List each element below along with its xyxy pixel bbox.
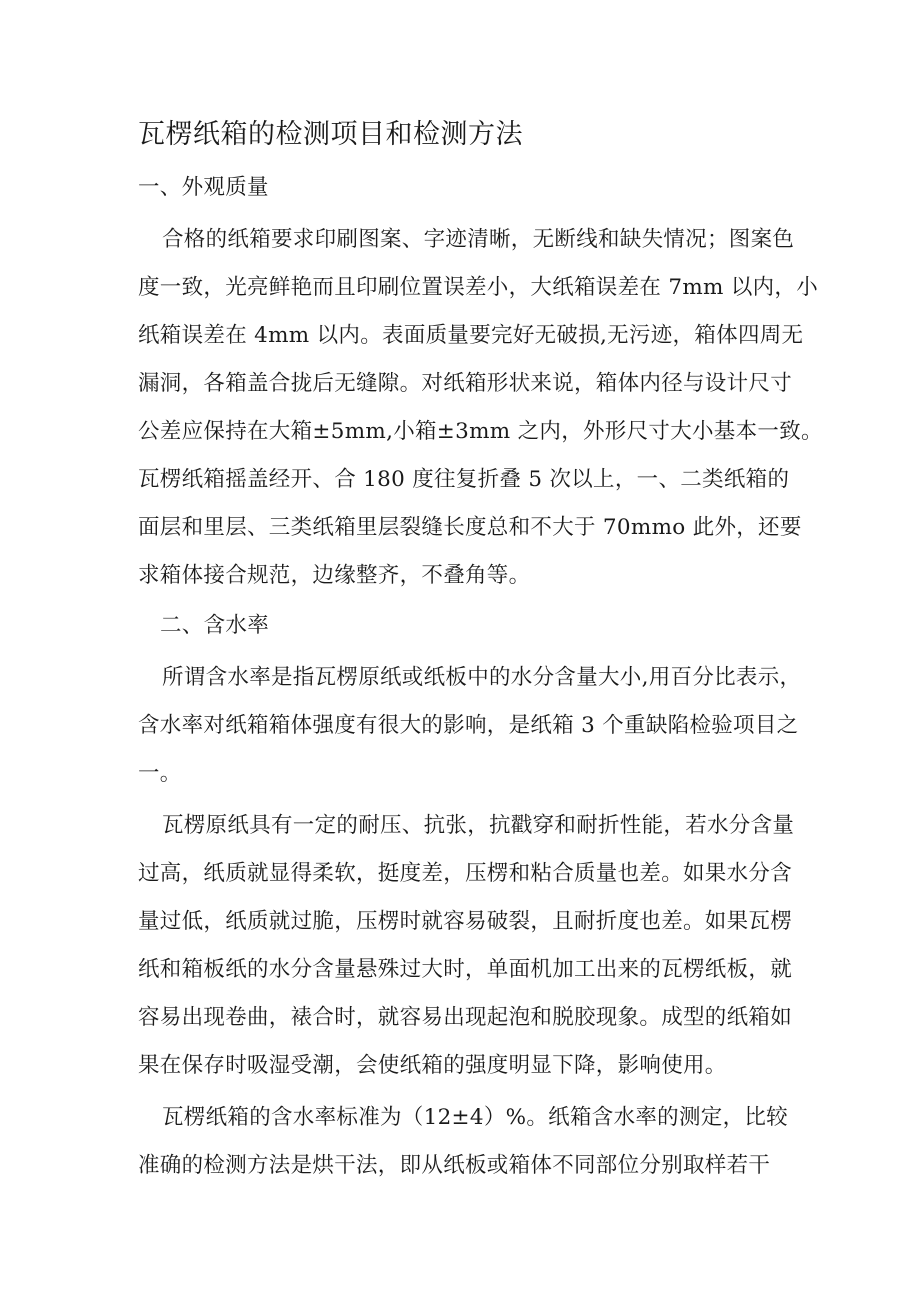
paragraph-line: 求箱体接合规范，边缘整齐，不叠角等。 bbox=[138, 563, 531, 588]
paragraph-line: 含水率对纸箱箱体强度有很大的影响，是纸箱 3 个重缺陷检验项目之 bbox=[138, 713, 799, 738]
paragraph-line: 准确的检测方法是烘干法，即从纸板或箱体不同部位分别取样若干 bbox=[138, 1153, 771, 1178]
paragraph-line: 所谓含水率是指瓦楞原纸或纸板中的水分含量大小,用百分比表示， bbox=[162, 665, 802, 690]
paragraph-line: 量过低，纸质就过脆，压楞时就容易破裂，且耐折度也差。如果瓦楞 bbox=[138, 909, 793, 934]
paragraph-line: 纸和箱板纸的水分含量悬殊过大时，单面机加工出来的瓦楞纸板，就 bbox=[138, 957, 793, 982]
paragraph-line: 纸箱误差在 4mm 以内。表面质量要完好无破损,无污迹，箱体四周无 bbox=[138, 323, 804, 348]
paragraph-line: 容易出现卷曲，裱合时，就容易出现起泡和脱胶现象。成型的纸箱如 bbox=[138, 1005, 793, 1030]
paragraph-line: 瓦楞原纸具有一定的耐压、抗张，抗戳穿和耐折性能，若水分含量 bbox=[162, 813, 795, 838]
section-heading-moisture: 二、含水率 bbox=[160, 613, 270, 638]
section-heading-appearance: 一、外观质量 bbox=[138, 175, 269, 200]
paragraph-line: 瓦楞纸箱的含水率标准为（12±4）%。纸箱含水率的测定，比较 bbox=[162, 1105, 788, 1130]
paragraph-line: 一。 bbox=[138, 761, 182, 786]
paragraph-line: 瓦楞纸箱摇盖经开、合 180 度往复折叠 5 次以上，一、二类纸箱的 bbox=[138, 467, 790, 492]
paragraph-line: 面层和里层、三类纸箱里层裂缝长度总和不大于 70mmo 此外，还要 bbox=[138, 515, 802, 540]
paragraph-line: 果在保存时吸湿受潮，会使纸箱的强度明显下降，影响使用。 bbox=[138, 1053, 727, 1078]
document-title: 瓦楞纸箱的检测项目和检测方法 bbox=[138, 119, 523, 150]
paragraph-line: 合格的纸箱要求印刷图案、字迹清晰，无断线和缺失情况；图案色 bbox=[162, 227, 795, 252]
paragraph-line: 过高，纸质就显得柔软，挺度差，压楞和粘合质量也差。如果水分含 bbox=[138, 861, 793, 886]
paragraph-line: 度一致，光亮鲜艳而且印刷位置误差小，大纸箱误差在 7mm 以内，小 bbox=[138, 275, 819, 300]
paragraph-line: 公差应保持在大箱±5mm,小箱±3mm 之内，外形尺寸大小基本一致。 bbox=[138, 419, 823, 444]
paragraph-line: 漏洞，各箱盖合拢后无缝隙。对纸箱形状来说，箱体内径与设计尺寸 bbox=[138, 371, 793, 396]
